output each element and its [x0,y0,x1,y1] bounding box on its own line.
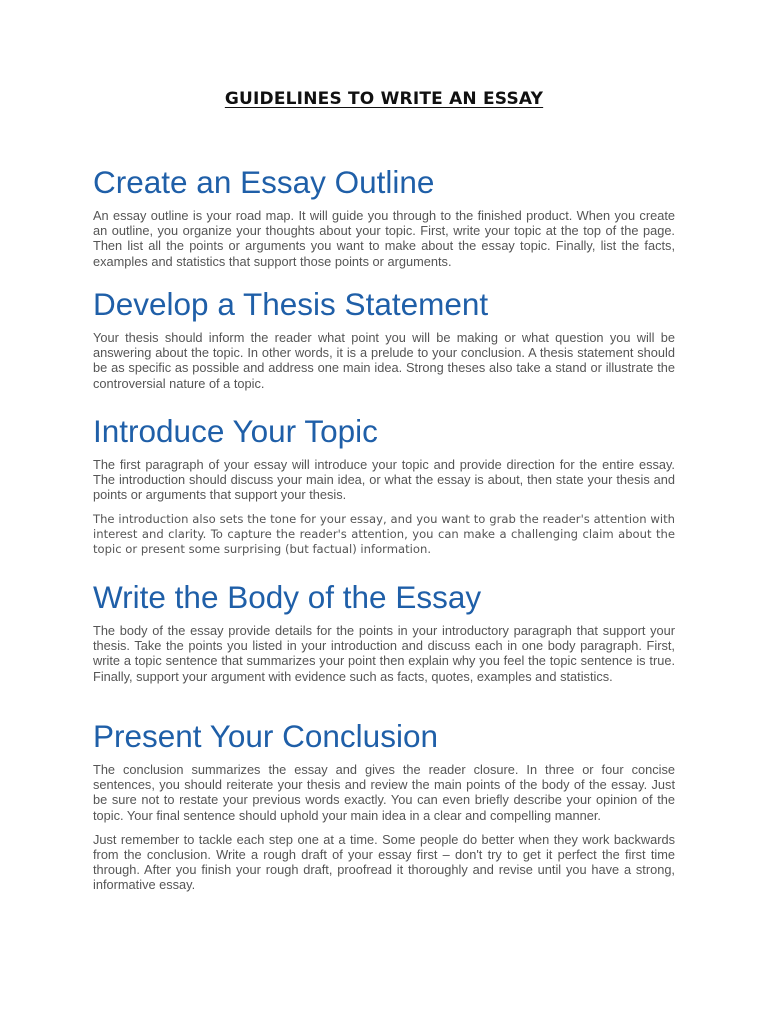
section-paragraph: The first paragraph of your essay will introduce your topic and provide direction for the entire essay. The introduction should discuss your main idea, or what the essay is about, then state your thesis and points or arguments that support your thesis. [93,457,675,503]
section-essay-outline [93,164,675,269]
section-conclusion [93,718,675,893]
section-paragraph: The conclusion summarizes the essay and gives the reader closure. In three or four concise sentences, you should reiterate your thesis and review the main points of the body of the essay. Just be sure not to restate your previous words exactly. You can even briefly describe your opinion of the topic. Your final sentence should uphold your main idea in a clear and compelling manner. [93,762,675,823]
section-heading: Write the Body of the Essay [93,579,482,615]
section-heading: Introduce Your Topic [93,413,378,449]
section-paragraph: The body of the essay provide details for the points in your introductory paragraph that support your thesis. Take the points you listed in your introduction and discuss each in one body paragraph. First, write a topic sentence that summarizes your point then explain why you feel the topic sentence is true. Finally, support your argument with evidence such as facts, quotes, examples and statistics. [93,623,675,684]
section-heading: Present Your Conclusion [93,718,438,754]
section-paragraph: An essay outline is your road map. It will guide you through to the finished product. When you create an outline, you organize your thoughts about your topic. First, write your topic at the top of the page. Then list all the points or arguments you want to make about the essay topic. Finally, list the facts, examples and statistics that support those points or arguments. [93,208,675,269]
section-body-of-essay [93,579,675,684]
section-thesis-statement [93,286,675,391]
section-heading: Develop a Thesis Statement [93,286,489,322]
section-introduce-topic [93,413,675,558]
section-paragraph: Your thesis should inform the reader what point you will be making or what question you will be answering about the topic. In other words, it is a prelude to your conclusion. A thesis statement should be as specific as possible and address one main idea. Strong theses also take a stand or illustrate the controversial nature of a topic. [93,330,675,391]
section-heading: Create an Essay Outline [93,164,435,200]
document-title-text: GUIDELINES TO WRITE AN ESSAY [224,89,544,109]
document-title [93,89,675,109]
section-paragraph: Just remember to tackle each step one at a time. Some people do better when they work backwards from the conclusion. Write a rough draft of your essay first – don't try to get it perfect the first time through. After you finish your rough draft, proofread it thoroughly and revise until you have a strong, informative essay. [93,831,675,893]
section-paragraph: The introduction also sets the tone for your essay, and you want to grab the reader's attention with interest and clarity. To capture the reader's attention, you can make a challenging claim about the topic or present some surprising (but factual) information. [93,511,675,557]
